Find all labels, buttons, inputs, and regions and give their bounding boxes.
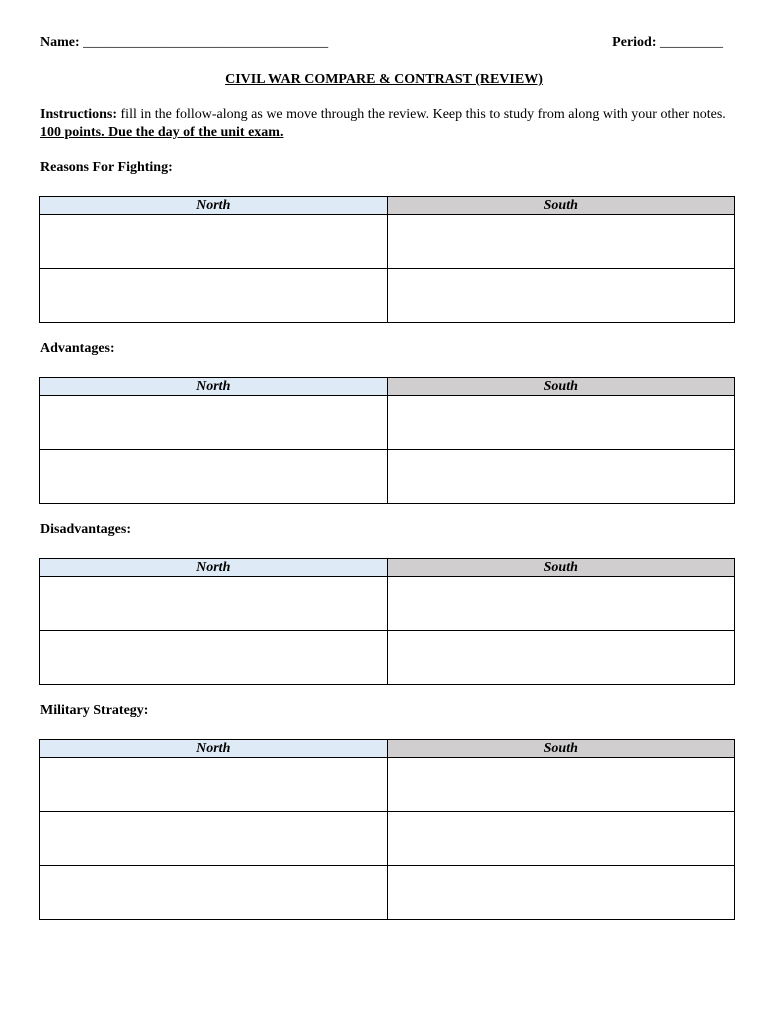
north-cell[interactable]: [40, 396, 388, 450]
table-row: [40, 396, 735, 450]
table-row: [40, 450, 735, 504]
north-cell[interactable]: [40, 269, 388, 323]
north-cell[interactable]: [40, 450, 388, 504]
table-row: [40, 631, 735, 685]
table-header-row: [40, 559, 735, 577]
instructions-text: fill in the follow-along as we move through the review. Keep this to study from along with your other notes.: [117, 107, 726, 122]
south-cell[interactable]: [387, 450, 735, 504]
table-header-row: [40, 197, 735, 215]
south-cell[interactable]: [387, 215, 735, 269]
name-blank[interactable]: ___________________________________: [83, 35, 329, 50]
table-row: [40, 812, 735, 866]
south-header: South: [387, 197, 735, 215]
table-row: [40, 269, 735, 323]
page-title: CIVIL WAR COMPARE & CONTRAST (REVIEW): [225, 72, 543, 87]
south-cell[interactable]: [387, 396, 735, 450]
table-row: [40, 866, 735, 920]
section-label-reasons: Reasons For Fighting:: [40, 160, 173, 175]
section-label-military-strategy: Military Strategy:: [40, 703, 149, 718]
section-label-disadvantages: Disadvantages:: [40, 522, 132, 537]
south-cell[interactable]: [387, 577, 735, 631]
table-row: [40, 215, 735, 269]
south-header: South: [387, 378, 735, 396]
south-header: South: [387, 740, 735, 758]
north-header: North: [40, 559, 388, 577]
name-label: Name:: [40, 35, 80, 50]
north-cell[interactable]: [40, 758, 388, 812]
north-header: North: [40, 197, 388, 215]
table-row: [40, 577, 735, 631]
south-cell[interactable]: [387, 631, 735, 685]
instructions-label: Instructions:: [40, 107, 118, 122]
period-field[interactable]: [612, 35, 723, 51]
south-cell[interactable]: [387, 812, 735, 866]
period-label: Period:: [612, 35, 657, 50]
section-label-advantages: Advantages:: [40, 341, 115, 356]
header-line: [40, 35, 723, 55]
instructions-emphasis: 100 points. Due the day of the unit exam.: [40, 125, 284, 140]
table-disadvantages: [39, 558, 735, 685]
north-header: North: [40, 378, 388, 396]
table-row: [40, 758, 735, 812]
table-header-row: [40, 378, 735, 396]
south-cell[interactable]: [387, 758, 735, 812]
north-cell[interactable]: [40, 812, 388, 866]
north-cell[interactable]: [40, 631, 388, 685]
south-cell[interactable]: [387, 866, 735, 920]
north-header: North: [40, 740, 388, 758]
south-cell[interactable]: [387, 269, 735, 323]
table-military-strategy: [39, 739, 735, 920]
name-field[interactable]: [40, 35, 328, 51]
table-header-row: [40, 740, 735, 758]
north-cell[interactable]: [40, 215, 388, 269]
instructions: [40, 106, 730, 142]
north-cell[interactable]: [40, 577, 388, 631]
table-reasons: [39, 196, 735, 323]
north-cell[interactable]: [40, 866, 388, 920]
table-advantages: [39, 377, 735, 504]
south-header: South: [387, 559, 735, 577]
period-blank[interactable]: _________: [660, 35, 723, 50]
